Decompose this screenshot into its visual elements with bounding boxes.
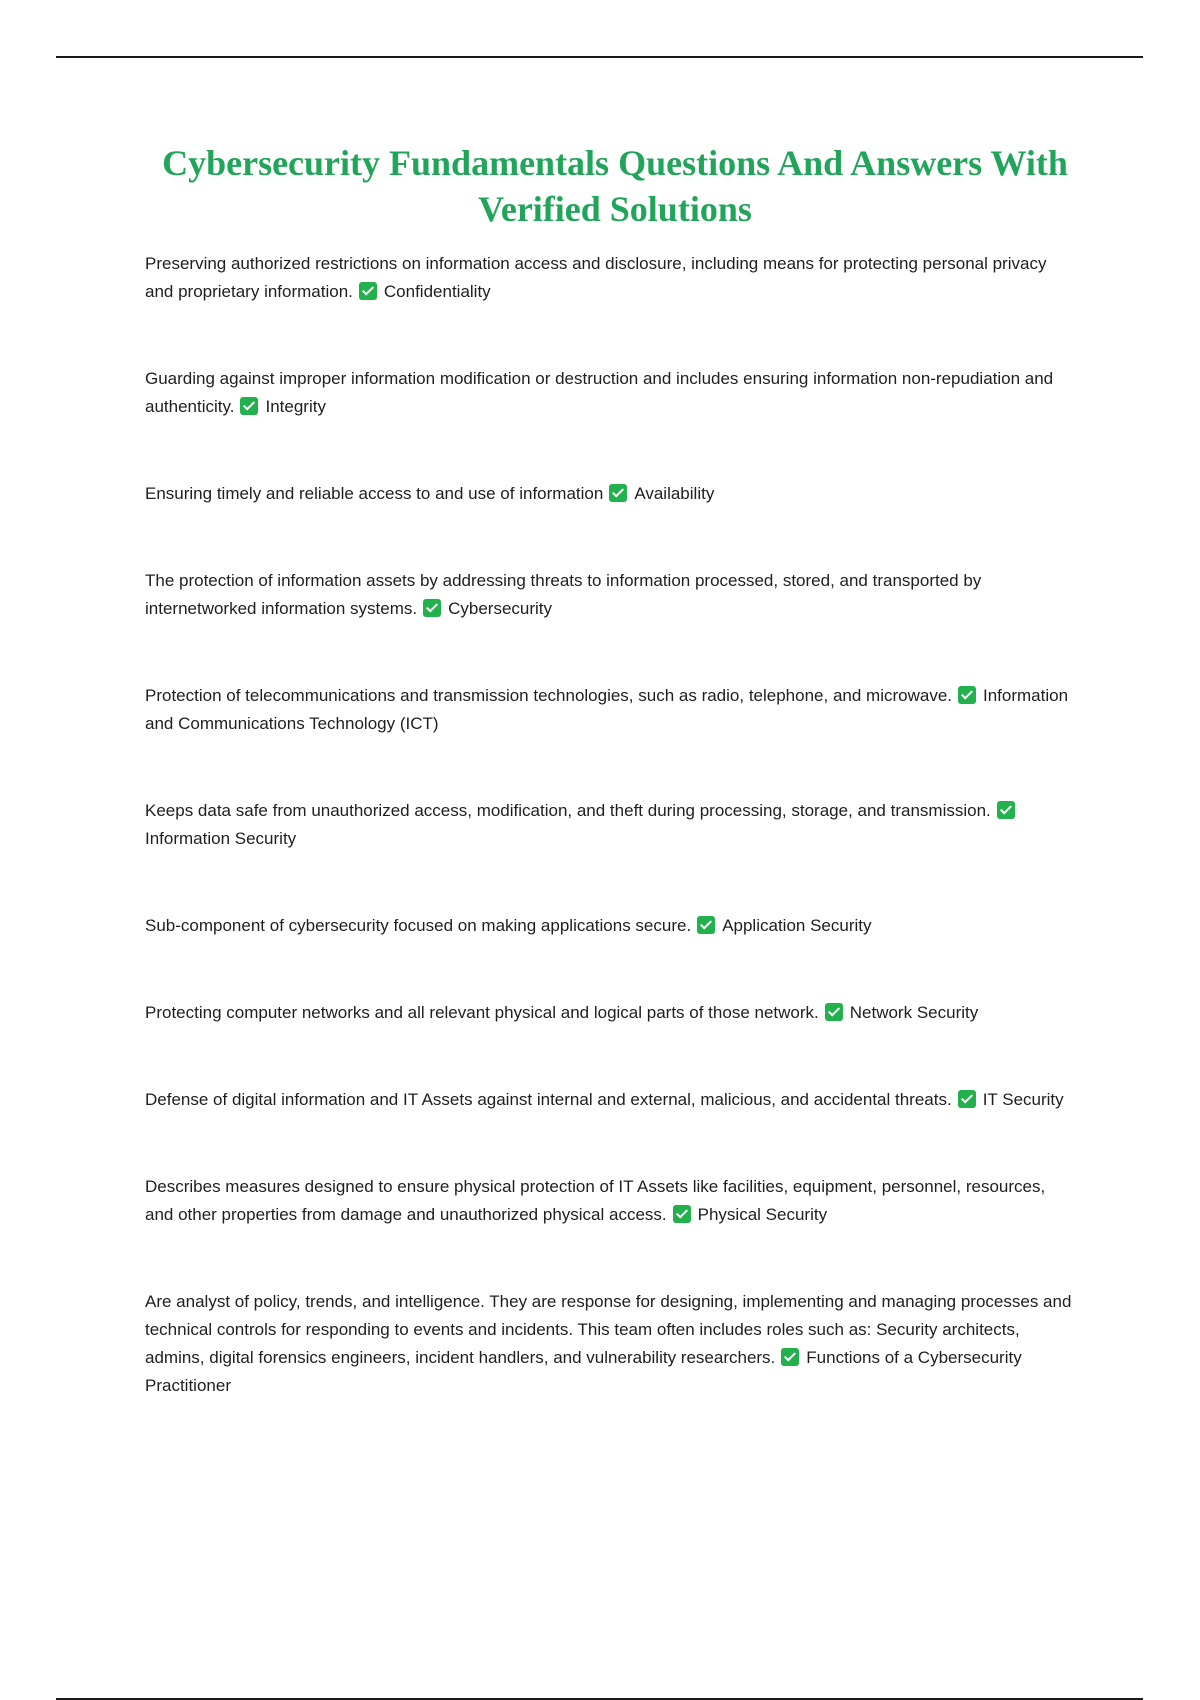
answer-text: Cybersecurity — [448, 599, 553, 618]
answer-text: Application Security — [722, 916, 872, 935]
qa-item — [145, 999, 1075, 1027]
header-rule — [56, 56, 1143, 58]
question-text: Preserving authorized restrictions on information access and disclosure, including means for protecting personal privacy and proprietary information. — [145, 254, 1047, 301]
check-box-icon — [423, 599, 441, 617]
check-box-icon — [673, 1205, 691, 1223]
question-text: Guarding against improper information modification or destruction and includes ensuring information non-repudiation and authenticity. — [145, 369, 1054, 416]
check-box-icon — [359, 282, 377, 300]
qa-item — [145, 250, 1075, 306]
check-box-icon — [781, 1348, 799, 1366]
answer-text: Physical Security — [697, 1205, 828, 1224]
document-title: Cybersecurity Fundamentals Questions And Answers With Verified Solutions — [162, 143, 1068, 229]
question-text: Protection of telecommunications and transmission technologies, such as radio, telephone, and microwave. — [145, 686, 952, 705]
question-text: Are analyst of policy, trends, and intelligence. They are response for designing, implementing and managing processes and technical controls for responding to events and incidents. This team often includes roles such as: Security architects, admins, digital forensics engineers, incident handlers, and vulnerability researchers. — [145, 1292, 1072, 1367]
check-box-icon — [697, 916, 715, 934]
answer-text: Integrity — [265, 397, 326, 416]
check-box-icon — [958, 686, 976, 704]
question-text: Ensuring timely and reliable access to and use of information — [145, 484, 604, 503]
check-box-icon — [825, 1003, 843, 1021]
qa-item — [145, 1288, 1075, 1400]
question-text: The protection of information assets by addressing threats to information processed, stored, and transported by internetworked information systems. — [145, 571, 982, 618]
qa-item — [145, 1086, 1075, 1114]
qa-item — [145, 797, 1075, 853]
question-text: Describes measures designed to ensure physical protection of IT Assets like facilities, equipment, personnel, resources, and other properties from damage and unauthorized physical access. — [145, 1177, 1046, 1224]
answer-text: Information and Communications Technology (ICT) — [145, 686, 1069, 733]
question-text: Defense of digital information and IT Assets against internal and external, malicious, and accidental threats. — [145, 1090, 952, 1109]
qa-item — [145, 912, 1075, 940]
qa-item — [145, 1173, 1075, 1229]
qa-list — [145, 250, 1075, 1400]
qa-item — [145, 365, 1075, 421]
question-text: Protecting computer networks and all relevant physical and logical parts of those network. — [145, 1003, 819, 1022]
answer-text: Functions of a Cybersecurity Practitioner — [145, 1348, 1022, 1395]
answer-text: Information Security — [145, 829, 297, 848]
question-text: Keeps data safe from unauthorized access, modification, and theft during processing, storage, and transmission. — [145, 801, 991, 820]
qa-item — [145, 682, 1075, 738]
question-text: Sub-component of cybersecurity focused on making applications secure. — [145, 916, 692, 935]
answer-text: Availability — [634, 484, 715, 503]
check-box-icon — [997, 801, 1015, 819]
check-box-icon — [240, 397, 258, 415]
answer-text: Confidentiality — [383, 282, 491, 301]
qa-item — [145, 480, 1075, 508]
qa-item — [145, 567, 1075, 623]
answer-text: Network Security — [849, 1003, 979, 1022]
check-box-icon — [609, 484, 627, 502]
answer-text: IT Security — [982, 1090, 1064, 1109]
check-box-icon — [958, 1090, 976, 1108]
